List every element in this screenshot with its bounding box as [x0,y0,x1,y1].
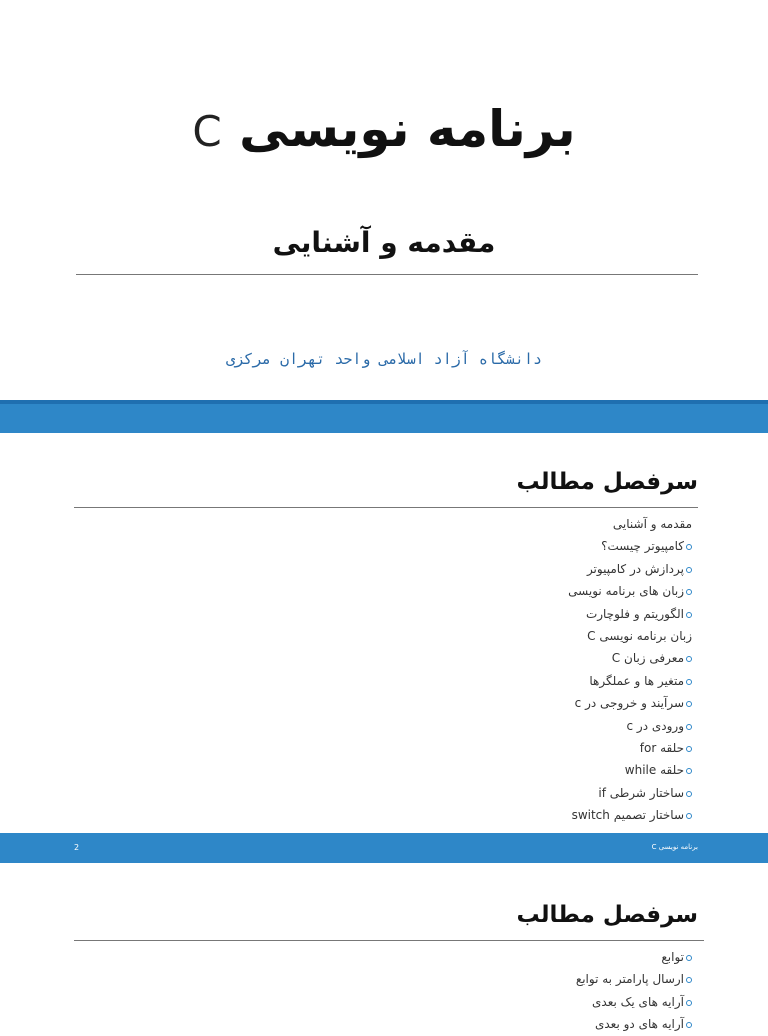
toc-item: متغیر ها و عملگرها [568,670,692,692]
toc-list [568,513,692,827]
toc-item: ساختار شرطی if [568,782,692,804]
toc-slide-1 [0,433,768,852]
title-c-letter: C [192,107,222,156]
toc-item: سرآیند و خروجی در c [568,692,692,714]
toc-item: حلقه while [568,759,692,781]
title-persian: برنامه نویسی [239,100,576,158]
toc-item: توابع [576,946,692,968]
toc-section: زبان برنامه نویسی C [587,629,692,644]
toc-slide-2 [0,866,768,1032]
title-slide [0,0,768,400]
heading-divider [74,507,698,508]
toc-list [576,946,692,1036]
slide-heading: سرفصل مطالب [516,469,698,495]
toc-item: ورودی در c [568,715,692,737]
toc-item: ارسال پارامتر به توابع [576,968,692,990]
slide-footer [0,833,768,863]
university-name: دانشگاه آزاد اسلامی واحد تهران مرکزی [225,350,543,368]
page-number: 2 [74,843,80,852]
slide-separator-band [0,404,768,433]
toc-item: حلقه for [568,737,692,759]
title-divider [76,274,698,275]
toc-item: آرایه های دو بعدی [576,1013,692,1035]
presentation-subtitle: مقدمه و آشنایی [272,226,496,259]
toc-item: معرفی زبان C [568,647,692,669]
toc-item: پردازش در کامپیوتر [568,558,692,580]
toc-item: ساختار تصمیم switch [568,804,692,826]
toc-item: کامپیوتر چیست؟ [568,535,692,557]
presentation-title [0,100,768,158]
toc-item: آرایه های یک بعدی [576,991,692,1013]
footer-title: برنامه نویسی C [651,843,698,851]
slide-heading: سرفصل مطالب [516,902,698,928]
toc-item: زبان های برنامه نویسی [568,580,692,602]
toc-item: الگوریتم و فلوچارت [568,603,692,625]
heading-divider [74,940,704,941]
toc-section: مقدمه و آشنایی [612,517,692,531]
